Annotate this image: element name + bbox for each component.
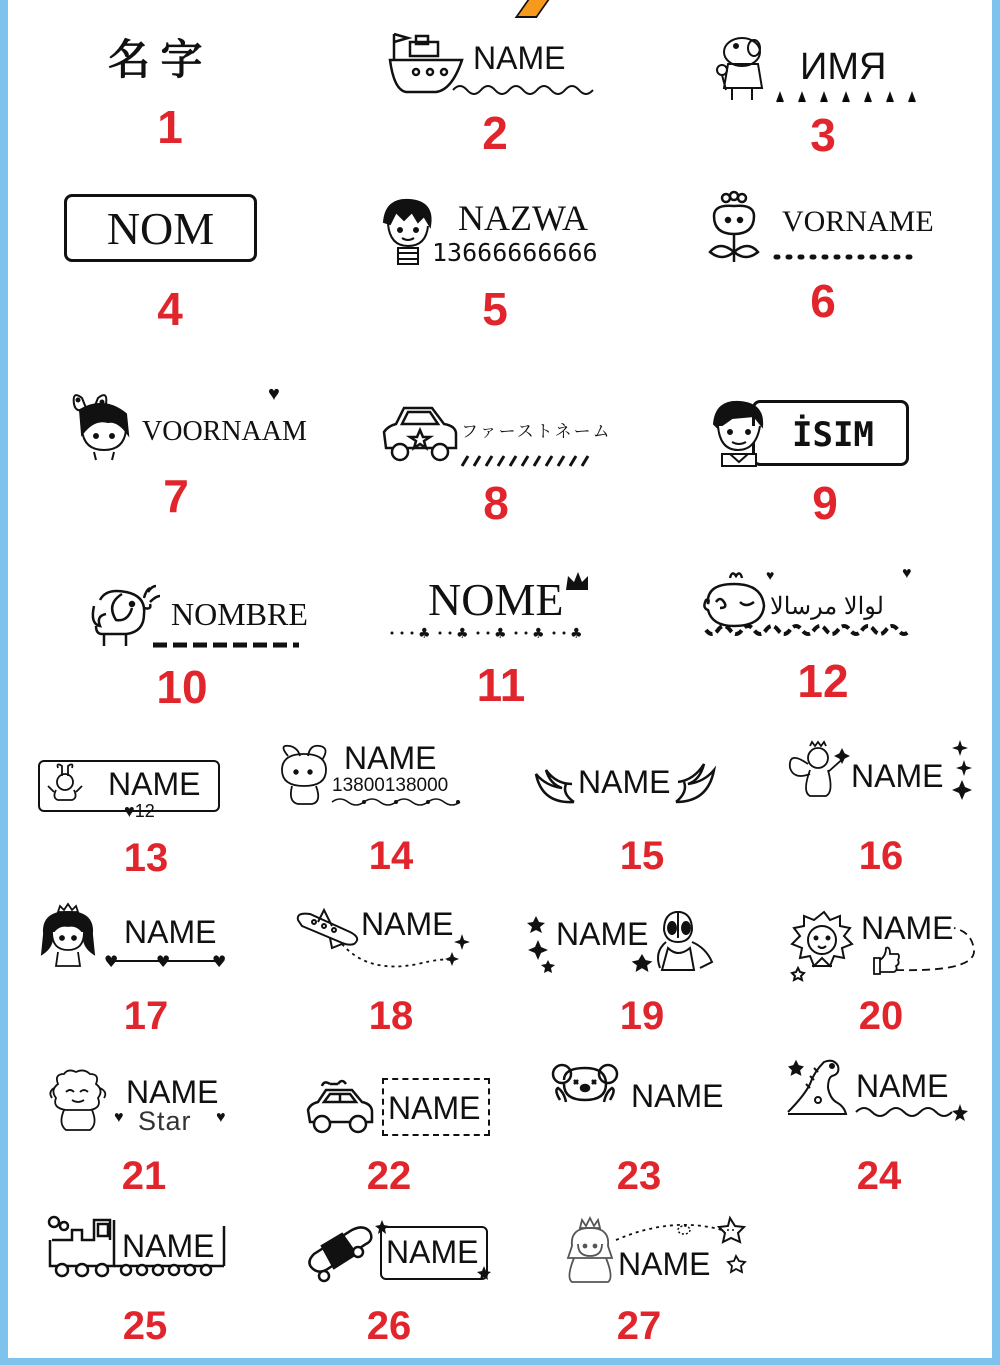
my-melody-icon xyxy=(276,742,330,808)
stamp-27-number: 27 xyxy=(616,1304,662,1348)
crown-icon xyxy=(564,570,590,594)
stamp-2-label: NAME xyxy=(473,40,566,76)
stamp-8-label: ファーストネーム xyxy=(461,422,612,441)
stamp-16-label: NAME xyxy=(851,758,944,794)
wave-star-underline xyxy=(854,1102,970,1122)
stamp-9-number: 9 xyxy=(812,477,838,529)
sparkle-icon xyxy=(946,738,976,804)
stamp-9-label: İSIM xyxy=(792,415,874,455)
svg-text:♣: ♣ xyxy=(456,626,469,642)
stamp-21-sub: Star xyxy=(138,1106,192,1136)
stamp-21-number: 21 xyxy=(121,1154,167,1198)
stamp-27-label: NAME xyxy=(618,1246,711,1282)
boy-icon xyxy=(708,400,770,470)
stamp-18-number: 18 xyxy=(368,994,414,1038)
stamp-5-number: 5 xyxy=(482,283,508,335)
stamp-26-number: 26 xyxy=(366,1304,412,1348)
car-icon xyxy=(380,402,460,468)
grass-underline xyxy=(773,92,923,104)
queen-icon xyxy=(562,1218,618,1284)
pig-icon xyxy=(714,30,774,102)
stamp-3-label: ИМЯ xyxy=(800,46,887,88)
stamp-24-number: 24 xyxy=(856,1154,902,1198)
stamp-15-number: 15 xyxy=(619,834,665,878)
svg-text:♣: ♣ xyxy=(570,626,583,642)
stamp-5-label: NAZWA xyxy=(458,198,588,238)
car-icon xyxy=(304,1078,376,1136)
stamp-1-label: 名 字 xyxy=(108,38,203,84)
stamp-24-label: NAME xyxy=(856,1068,949,1104)
stamp-11-label: NOME xyxy=(428,574,564,625)
stamp-17-number: 17 xyxy=(123,994,169,1038)
stamp-catalog xyxy=(8,0,992,1358)
dinosaur-icon xyxy=(784,1056,858,1120)
svg-text:♥: ♥ xyxy=(212,952,227,971)
stamp-20-label: NAME xyxy=(861,910,954,946)
skateboard-icon xyxy=(304,1222,380,1282)
stamp-12-number: 12 xyxy=(797,655,849,707)
stamp-2-number: 2 xyxy=(482,107,508,159)
dashed-underline xyxy=(151,640,301,650)
stamp-25-label: NAME xyxy=(122,1228,215,1264)
scallop-underline xyxy=(706,626,916,640)
stamp-11-number: 11 xyxy=(476,659,526,711)
stamp-19-number: 19 xyxy=(619,994,665,1038)
stamp-7-number: 7 xyxy=(163,470,189,522)
svg-text:♥: ♥ xyxy=(104,952,119,971)
wing-right-icon xyxy=(672,760,718,806)
heart-icon: ♥ xyxy=(902,565,912,582)
flower-icon xyxy=(704,192,764,266)
stamp-7-label: VOORNAAM xyxy=(142,416,307,447)
stamp-26-label: NAME xyxy=(386,1234,479,1270)
dotted-path-underline xyxy=(338,930,478,974)
lion-icon xyxy=(790,910,860,976)
stamp-20-number: 20 xyxy=(858,994,904,1038)
stamp-14-phone: 13800138000 xyxy=(332,775,449,796)
svg-text:♣: ♣ xyxy=(532,626,545,642)
stamp-8-number: 8 xyxy=(483,477,509,529)
fairy-icon xyxy=(784,740,850,806)
star-wave-underline xyxy=(330,796,464,808)
stamp-18-label: NAME xyxy=(361,906,454,942)
robot-hero-icon xyxy=(638,908,720,974)
corner-marker xyxy=(515,0,550,18)
stamp-6-number: 6 xyxy=(810,275,836,327)
stamp-4-label: NOM xyxy=(106,203,215,254)
wave-underline xyxy=(453,82,603,96)
stamp-1-number: 1 xyxy=(157,101,183,153)
stamp-3-number: 3 xyxy=(810,109,836,161)
stamp-23-number: 23 xyxy=(616,1154,662,1198)
stamp-10-label: NOMBRE xyxy=(171,596,308,632)
stamp-6-label: VORNAME xyxy=(782,205,934,238)
stamp-13-number: 13 xyxy=(123,836,169,880)
stamp-12-label: لوالا مرسالا xyxy=(770,593,884,620)
heart-icon: ♥ xyxy=(216,1109,226,1126)
heart-icon: ♥ xyxy=(268,383,280,405)
hatched-underline xyxy=(458,454,598,468)
bunny-icon xyxy=(44,764,84,806)
heart-line-underline xyxy=(104,952,228,970)
whale-icon xyxy=(702,567,775,632)
stamp-14-number: 14 xyxy=(368,834,414,878)
thumbs-up-loop-icon xyxy=(866,920,980,976)
svg-text:♣: ♣ xyxy=(494,626,507,642)
stamp-10-number: 10 xyxy=(156,661,208,713)
stamp-5-phone: 13666666666 xyxy=(432,238,598,267)
stamp-13-label: NAME xyxy=(108,766,201,802)
stamp-14-label: NAME xyxy=(344,740,437,776)
stamp-22-number: 22 xyxy=(366,1154,412,1198)
dotted-underline xyxy=(772,252,922,262)
stamp-17-label: NAME xyxy=(124,914,217,950)
stamp-4-number: 4 xyxy=(157,283,183,335)
sheep-icon xyxy=(48,1068,112,1134)
stamp-15-label: NAME xyxy=(578,764,671,800)
svg-text:♣: ♣ xyxy=(418,626,431,642)
koala-icon xyxy=(550,1062,620,1120)
star-cluster-icon xyxy=(526,914,556,974)
wing-left-icon xyxy=(532,766,578,806)
stamp-22-label: NAME xyxy=(388,1090,481,1126)
stamp-19-label: NAME xyxy=(556,916,649,952)
heart-icon: ♥ xyxy=(114,1109,124,1126)
stamp-25-number: 25 xyxy=(122,1304,168,1348)
stamp-16-number: 16 xyxy=(858,834,904,878)
princess-icon xyxy=(38,904,98,970)
heart-icon: ♥ xyxy=(766,567,775,583)
girl-bow-icon xyxy=(68,390,138,462)
clover-underline xyxy=(388,626,598,640)
stamp-13-sub: ♥12 xyxy=(124,801,155,821)
stamp-21-label: NAME xyxy=(126,1074,219,1110)
stamp-23-label: NAME xyxy=(631,1078,724,1114)
boy-icon xyxy=(378,196,438,266)
svg-text:♥: ♥ xyxy=(156,952,171,971)
